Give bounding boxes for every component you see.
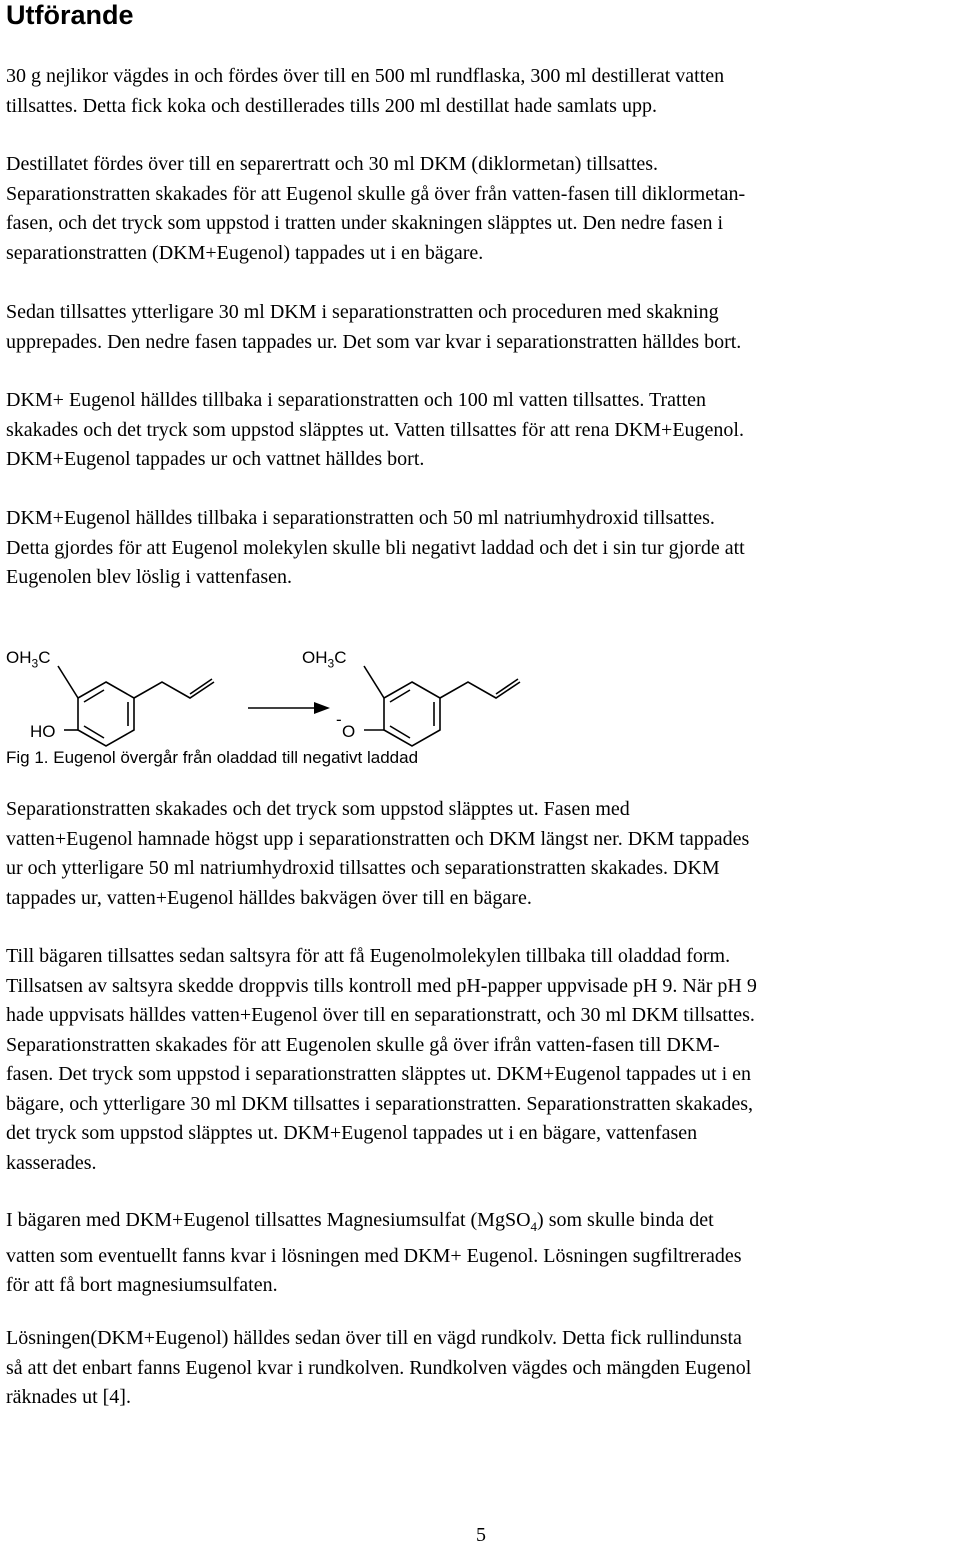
section-heading: Utförande [6,0,134,30]
reaction-arrow-head [314,702,330,714]
text-line: för att få bort magnesiumsulfaten. [6,1274,278,1296]
paragraph [6,150,745,268]
text-line: Separationstratten skakades och det tryck som uppstod släpptes ut. Fasen med [6,798,630,820]
text-line: DKM+ Eugenol hälldes tillbaka i separationstratten och 100 ml vatten tillsattes. Tratten [6,389,707,411]
left-inner-bond [84,726,104,738]
text-line: fasen, och det tryck som uppstod i tratten under skakningen släpptes ut. Den nedre fasen i [6,212,724,234]
left-hydroxyl-label: HO [30,722,56,741]
right-inner-bond [390,690,410,702]
text-line: DKM+Eugenol hälldes tillbaka i separationstratten och 50 ml natriumhydroxid tillsattes. [6,507,715,529]
right-double-bond [496,679,518,694]
text-line: separationstratten (DKM+Eugenol) tappades ut i en bägare. [6,241,484,264]
paragraph [6,942,757,1178]
text-line: kasserades. [6,1151,97,1174]
text-line: det tryck som uppstod släpptes ut. DKM+Eugenol tappades ut i en bägare, vattenfasen [6,1122,698,1144]
text-line: 30 g nejlikor vägdes in och fördes över till en 500 ml rundflaska, 300 ml destillerat vatten [6,65,725,87]
paragraph [6,1206,742,1301]
text-line: tappades ur, vatten+Eugenol hälldes bakvägen över till en bägare. [6,886,532,909]
right-benzene-ring [384,682,440,746]
text-line: skakades och det tryck som uppstod släpptes ut. Vatten tillsattes för att rena DKM+Eugenol. [6,418,744,441]
text-line: tillsattes. Detta fick koka och destillerades tills 200 ml destillat hade samlats upp. [6,94,657,117]
paragraph [6,62,724,121]
paragraph [6,795,749,913]
text-line: ur och ytterligare 50 ml natriumhydroxid tillsattes och separationstratten skakades. DKM [6,857,720,879]
paragraph [6,386,744,475]
text-line: så att det enbart fanns Eugenol kvar i rundkolven. Rundkolven vägdes och mängden Eugenol [6,1356,752,1379]
text-line: Tillsatsen av saltsyra skedde droppvis tills kontroll med pH-papper uppvisade pH 9. När pH 9 [6,974,757,997]
paragraph [6,1324,751,1413]
text-line: Sedan tillsattes ytterligare 30 ml DKM i separationstratten och proceduren med skakning [6,301,719,323]
text-line: Separationstratten skakades för att Eugenol skulle gå över från vatten-fasen till diklormetan- [6,182,746,205]
text-line: I bägaren med DKM+Eugenol tillsattes Magnesiumsulfat (MgSO$_4$) som skulle binda det [6,1209,714,1234]
text-line: vatten+Eugenol hamnade högst upp i separationstratten och DKM längst ner. DKM tappades [6,827,750,850]
eugenol-reaction-diagram [0,640,960,750]
text-line: Detta gjordes för att Eugenol molekylen skulle bli negativt laddad och det i sin tur gjorde att [6,536,745,559]
right-oxide-label: O [342,722,356,741]
left-methoxy-bond [58,666,78,698]
right-inner-bond [390,726,410,738]
text-line: fasen. Det tryck som uppstod i separationstratten släpptes ut. DKM+Eugenol tappades ut i en [6,1063,752,1085]
page-number: 5 [476,1524,486,1546]
negative-charge-label: - [336,710,342,729]
left-methoxy-label: $OH_3C$ [6,648,51,671]
paragraph [6,298,741,357]
left-double-bond [190,679,212,694]
left-allyl-chain [134,682,214,698]
text-line: Lösningen(DKM+Eugenol) hälldes sedan över till en vägd rundkolv. Detta fick rullindunsta [6,1327,742,1349]
right-methoxy-label: $OH_3C$ [302,648,347,671]
text-line: bägare, och ytterligare 30 ml DKM tillsattes i separationstratten. Separationstratten skakades, [6,1092,753,1115]
reaction-figure [0,640,960,770]
figure-caption: Fig 1. Eugenol övergår från oladdad till negativt laddad [6,748,419,767]
text-line: DKM+Eugenol tappades ur och vattnet hälldes bort. [6,448,425,470]
text-line: Eugenolen blev löslig i vattenfasen. [6,566,293,588]
left-benzene-ring [78,682,134,746]
text-line: Separationstratten skakades för att Eugenolen skulle gå över ifrån vatten-fasen till DKM- [6,1033,720,1056]
left-inner-bond [84,690,104,702]
text-line: upprepades. Den nedre fasen tappades ur. Det som var kvar i separationstratten hälldes bort. [6,330,742,353]
right-allyl-chain [440,682,520,698]
text-line: vatten som eventuellt fanns kvar i lösningen med DKM+ Eugenol. Lösningen sugfiltrerades [6,1244,742,1267]
text-line: Destillatet fördes över till en separertratt och 30 ml DKM (diklormetan) tillsattes. [6,153,659,175]
right-methoxy-bond [364,666,384,698]
text-line: Till bägaren tillsattes sedan saltsyra för att få Eugenolmolekylen tillbaka till oladdad form. [6,945,731,967]
paragraph [6,504,745,593]
text-line: räknades ut [4]. [6,1386,131,1408]
text-line: hade uppvisats hälldes vatten+Eugenol över till en separationstratt, och 30 ml DKM tillsattes. [6,1004,755,1026]
